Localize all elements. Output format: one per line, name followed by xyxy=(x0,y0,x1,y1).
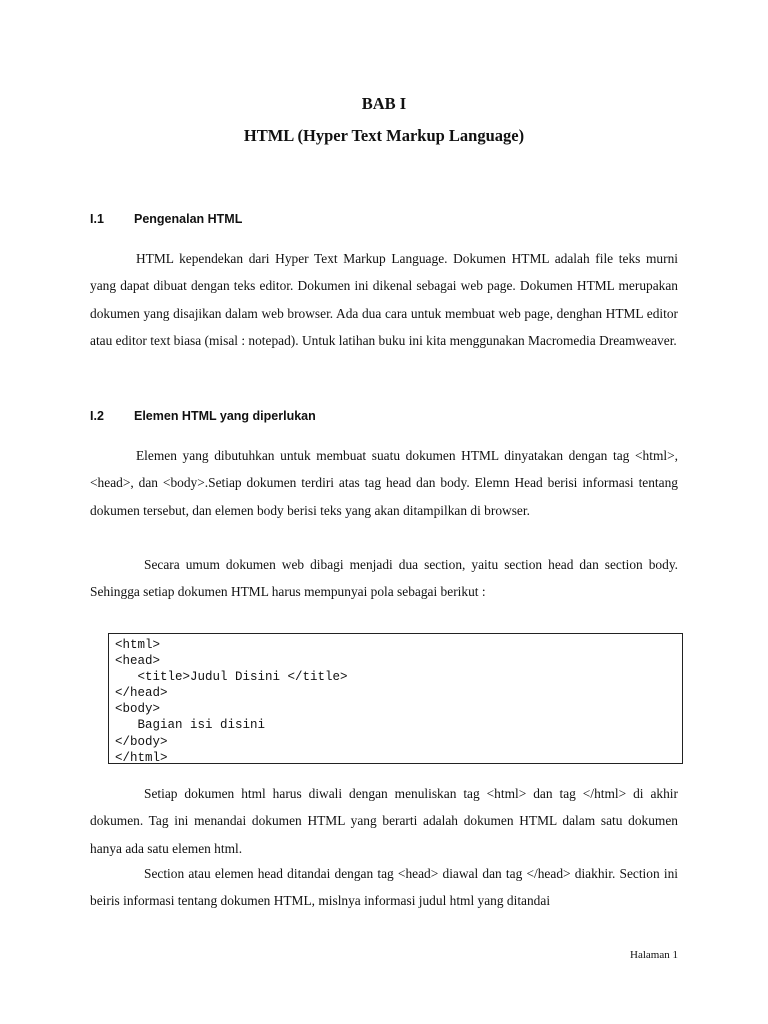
code-example-box xyxy=(108,633,683,764)
section-number: I.2 xyxy=(90,409,104,423)
section-heading-2 xyxy=(90,408,690,424)
code-line: </head> xyxy=(115,686,168,701)
section-heading-1 xyxy=(90,211,690,227)
paragraph: Setiap dokumen html harus diwali dengan menuliskan tag <html> dan tag </html> di akhir dokumen. Tag ini menandai dokumen HTML yang berarti adalah dokumen HTML dalam satu dokumen hanya ada satu elemen html. xyxy=(90,786,678,856)
code-line: <body> xyxy=(115,702,161,717)
code-line: </html> xyxy=(115,750,168,765)
code-line: </body> xyxy=(115,734,168,749)
page-number: Halaman 1 xyxy=(630,949,678,961)
code-line: Bagian isi disini xyxy=(115,718,266,733)
section-number: I.1 xyxy=(90,212,104,226)
code-line: <title>Judul Disini </title> xyxy=(115,670,348,685)
paragraph: Section atau elemen head ditandai dengan tag <head> diawal dan tag </head> diakhir. Section ini beiris informasi tentang dokumen HTML, mislnya informasi judul html yang ditandai xyxy=(90,866,678,909)
paragraph: Elemen yang dibutuhkan untuk membuat suatu dokumen HTML dinyatakan dengan tag <html>,<head>, dan <body>.Setiap dokumen terdiri atas tag head dan body. Elemn Head berisi informasi tentang dokumen tersebut, dan elemen body berisi teks yang akan ditampilkan di browser. xyxy=(90,448,678,518)
code-line: <head> xyxy=(115,654,161,669)
paragraph: Secara umum dokumen web dibagi menjadi dua section, yaitu section head dan section body. Sehingga setiap dokumen HTML harus mempunyai pola sebagai berikut : xyxy=(90,557,678,600)
chapter-title: HTML (Hyper Text Markup Language) xyxy=(243,126,525,145)
code-line: <html> xyxy=(115,638,161,652)
chapter-label: BAB I xyxy=(361,94,407,113)
section-title: Elemen HTML yang diperlukan xyxy=(134,409,316,423)
section-title: Pengenalan HTML xyxy=(134,212,243,226)
paragraph: HTML kependekan dari Hyper Text Markup Language. Dokumen HTML adalah file teks murni yang dapat dibuat dengan teks editor. Dokumen ini dikenal sebagai web page. Dokumen HTML merupakan dokumen yang disajikan dalam web browser. Ada dua cara untuk membuat web page, denghan HTML editor atau editor text biasa (misal : notepad). Untuk latihan buku ini kita menggunakan Macromedia Dreamweaver. xyxy=(90,251,678,348)
